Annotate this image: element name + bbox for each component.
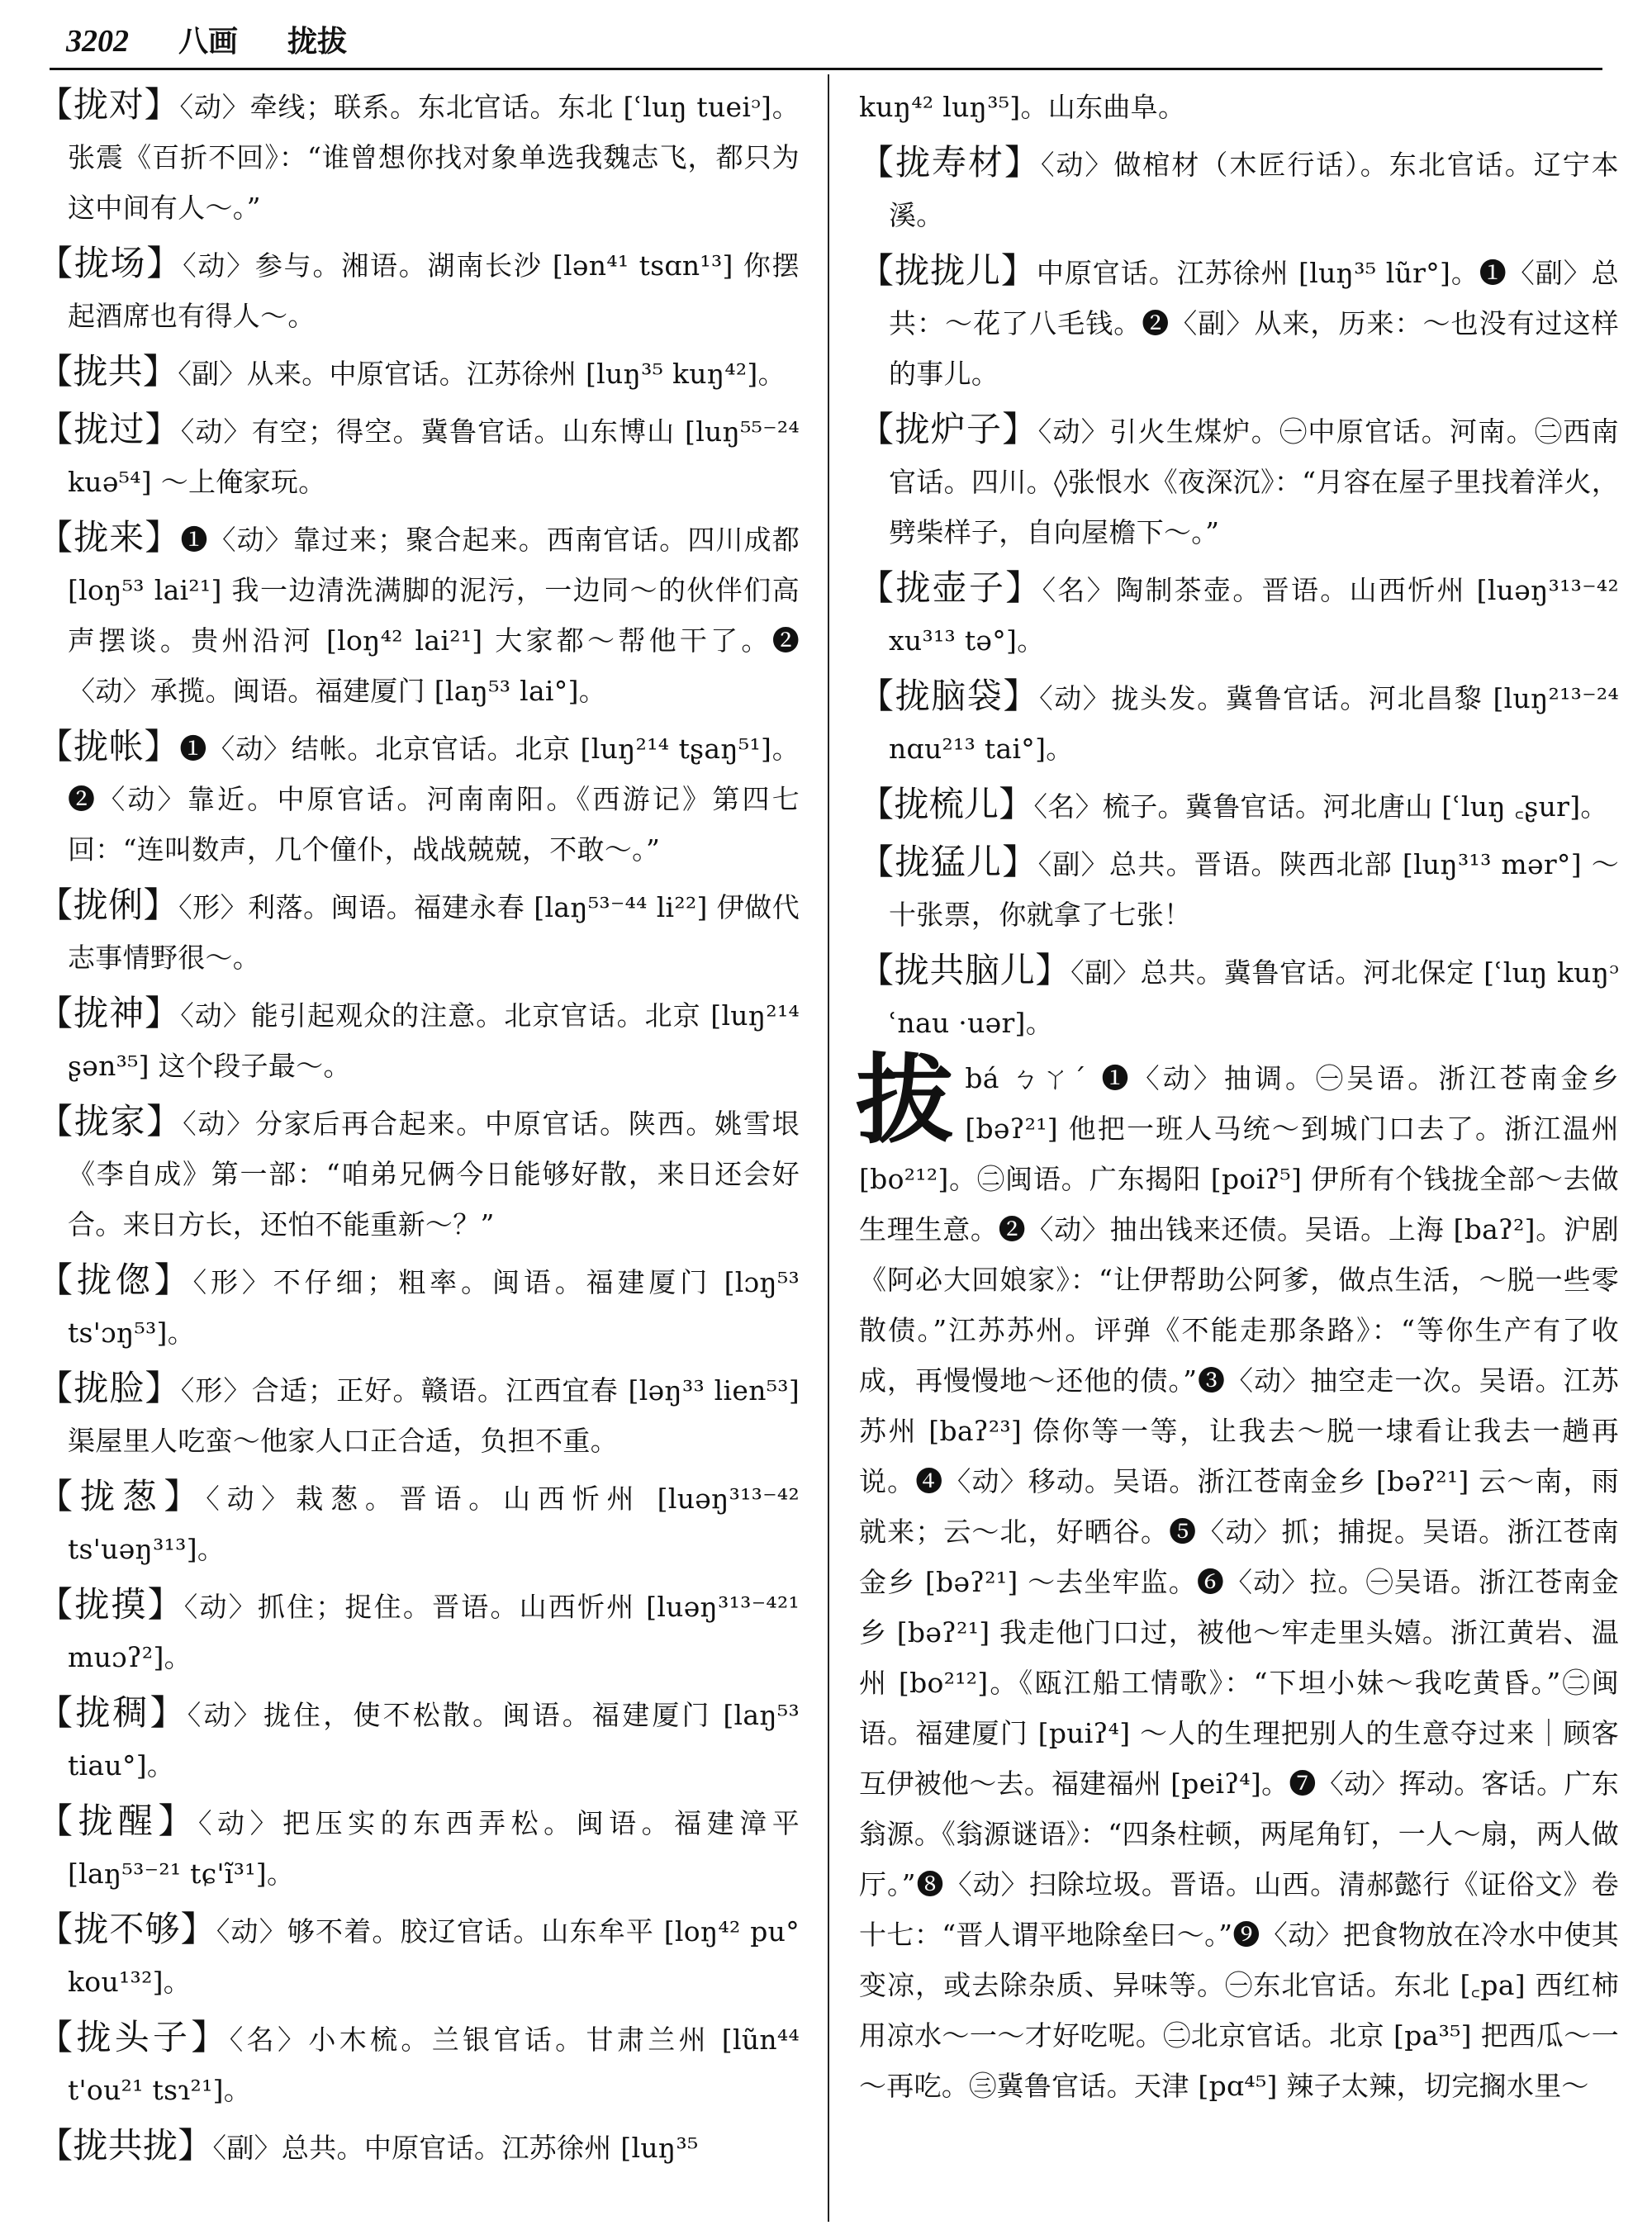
entry-headword: 【拢头子】 bbox=[38, 2017, 230, 2057]
entry-body: 〈名〉小木梳。兰银官话。甘肃兰州 [lũn⁴⁴ t'ou²¹ tsɿ²¹]。 bbox=[68, 2024, 800, 2106]
entry-body: 〈动〉做棺材（木匠行话）。东北官话。辽宁本溪。 bbox=[889, 149, 1619, 231]
header-characters: 拢拔 bbox=[287, 24, 348, 59]
entry-headword: 【拢拢儿】 bbox=[859, 250, 1037, 291]
entry-body: 〈动〉分家后再合起来。中原官话。陕西。姚雪垠《李自成》第一部：“咱弟兄俩今日能够好散，来日还会好合。来日方长，还怕不能重新～？” bbox=[68, 1108, 800, 1241]
entry-headword: 【拢猛儿】 bbox=[859, 842, 1038, 882]
dictionary-entry bbox=[859, 945, 1619, 1048]
entry-body: ❶〈动〉靠过来；聚合起来。西南官话。四川成都 [loŋ⁵³ lai²¹] 我一边清洗满脚的泥污，一边同～的伙伴们高声摆谈。贵州沿河 [loŋ⁴² lai²¹] 大家都～帮他干了。❷〈动〉承揽。闽语。福建厦门 [laŋ⁵³ lai°]。 bbox=[68, 524, 800, 707]
entry-headword: 【拢摸】 bbox=[38, 1584, 184, 1625]
dictionary-entry bbox=[859, 562, 1619, 666]
dictionary-entry bbox=[38, 1363, 800, 1466]
entry-body: 〈动〉能引起观众的注意。北京官话。北京 [luŋ²¹⁴ ʂən³⁵] 这个段子最～。 bbox=[68, 999, 800, 1082]
dictionary-entry bbox=[859, 671, 1619, 774]
entry-body: 〈副〉总共。冀鲁官话。河北保定 [ʿluŋ kuŋᵓ ʿnau ·uər]。 bbox=[889, 956, 1619, 1039]
entry-headword: 【拢葱】 bbox=[38, 1476, 206, 1516]
entry-headword: 【拢共】 bbox=[38, 351, 178, 391]
entry-body: 〈动〉参与。湘语。湖南长沙 [lən⁴¹ tsɑn¹³] 你摆起酒席也有得人～。 bbox=[68, 249, 800, 332]
dictionary-entry bbox=[38, 512, 800, 716]
entry-headword: 【拢对】 bbox=[38, 84, 180, 125]
dictionary-entry bbox=[38, 1255, 800, 1358]
main-character: 拔 bbox=[856, 1042, 954, 1157]
entry-body: 〈动〉有空；得空。冀鲁官话。山东博山 [luŋ⁵⁵⁻²⁴ kuə⁵⁴] ～上俺家玩。 bbox=[68, 415, 800, 498]
left-column bbox=[38, 79, 800, 2178]
entry-body: 〈形〉合适；正好。赣语。江西宜春 [ləŋ³³ lien⁵³] 渠屋里人吃蛮～他家人口正合适，负担不重。 bbox=[68, 1374, 800, 1457]
entry-headword: 【拢家】 bbox=[38, 1101, 183, 1141]
dictionary-entry bbox=[38, 346, 800, 399]
entry-body: 中原官话。江苏徐州 [luŋ³⁵ lũr°]。❶〈副〉总共：～花了八毛钱。❷〈副〉从来，历来：～也没有过这样的事儿。 bbox=[889, 257, 1619, 390]
section-label: 八画 bbox=[178, 24, 239, 59]
entry-headword: 【拢醒】 bbox=[38, 1801, 199, 1841]
entry-body: 〈形〉不仔细；粗率。闽语。福建厦门 [lɔŋ⁵³ ts'ɔŋ⁵³]。 bbox=[68, 1266, 800, 1349]
dictionary-entry bbox=[38, 2120, 800, 2173]
entry-headword: 【拢稠】 bbox=[38, 1692, 188, 1733]
dictionary-entry bbox=[38, 988, 800, 1091]
entry-headword: 【拢过】 bbox=[38, 409, 181, 449]
entry-headword: 【拢场】 bbox=[38, 243, 183, 283]
dictionary-entry bbox=[859, 137, 1619, 240]
entry-body: 〈形〉利落。闽语。福建永春 [laŋ⁵³⁻⁴⁴ li²²] 伊做代志事情野很～。 bbox=[68, 891, 800, 974]
dictionary-entry bbox=[38, 1096, 800, 1250]
entry-headword: 【拢炉子】 bbox=[859, 409, 1038, 449]
dictionary-entry-continued bbox=[859, 79, 1619, 132]
entry-headword: 【拢来】 bbox=[38, 517, 181, 558]
dictionary-entry bbox=[38, 404, 800, 507]
dictionary-entry bbox=[38, 880, 800, 983]
column-divider bbox=[828, 74, 829, 2222]
dictionary-entry bbox=[38, 1579, 800, 1682]
main-character-entry bbox=[856, 1042, 1619, 2111]
entry-headword: 【拢共拢】 bbox=[38, 2125, 213, 2166]
entry-body: 〈动〉拢头发。冀鲁官话。河北昌黎 [luŋ²¹³⁻²⁴ nɑu²¹³ tai°]。 bbox=[889, 682, 1619, 765]
dictionary-entry bbox=[38, 79, 800, 233]
right-column bbox=[856, 79, 1619, 2116]
dictionary-entry bbox=[859, 404, 1619, 558]
entry-body: 〈副〉从来。中原官话。江苏徐州 [luŋ³⁵ kuŋ⁴²]。 bbox=[178, 358, 786, 390]
dictionary-entry bbox=[38, 2012, 800, 2115]
dictionary-entry bbox=[38, 1471, 800, 1574]
entry-body: 〈副〉总共。中原官话。江苏徐州 [luŋ³⁵ bbox=[212, 2132, 699, 2164]
entry-headword: 【拢脑袋】 bbox=[859, 676, 1040, 716]
entry-headword: 【拢壶子】 bbox=[859, 567, 1042, 608]
entry-body: 〈动〉拢住，使不松散。闽语。福建厦门 [laŋ⁵³ tiau°]。 bbox=[68, 1699, 800, 1782]
dictionary-entry bbox=[38, 721, 800, 875]
entry-body: 〈动〉把压实的东西弄松。闽语。福建漳平 [laŋ⁵³⁻²¹ tɕ'ĩ³¹]。 bbox=[68, 1807, 800, 1890]
entry-headword: 【拢不够】 bbox=[38, 1909, 216, 1949]
dictionary-entry bbox=[38, 1687, 800, 1791]
entry-headword: 【拢寿材】 bbox=[859, 142, 1041, 183]
entry-headword: 【拢梳儿】 bbox=[859, 784, 1034, 824]
entry-headword: 【拢帐】 bbox=[38, 726, 180, 766]
dictionary-entry bbox=[38, 1904, 800, 2007]
entry-headword: 【拢俐】 bbox=[38, 885, 179, 925]
entry-body: 〈副〉总共。晋语。陕西北部 [luŋ³¹³ mər°] ～十张票，你就拿了七张！ bbox=[889, 848, 1619, 931]
entry-headword: 【拢共脑儿】 bbox=[859, 950, 1071, 990]
dictionary-entry bbox=[38, 238, 800, 341]
entry-body: 〈动〉够不着。胶辽官话。山东牟平 [loŋ⁴² pu° kou¹³²]。 bbox=[68, 1915, 800, 1998]
entry-body: 〈名〉梳子。冀鲁官话。河北唐山 [ʿluŋ ꜀ʂur]。 bbox=[1033, 790, 1608, 823]
dictionary-entry bbox=[859, 245, 1619, 399]
entry-body: 〈动〉抓住；捉住。晋语。山西忻州 [luəŋ³¹³⁻⁴²¹ muɔʔ²]。 bbox=[68, 1591, 800, 1673]
page-number: 3202 bbox=[66, 24, 129, 59]
entry-body: 〈动〉牵线；联系。东北官话。东北 [ʿluŋ tueiᵓ]。张震《百折不回》：“谁曾想你找对象单选我魏志飞，都只为这中间有人～。” bbox=[68, 91, 800, 224]
dictionary-entry bbox=[859, 837, 1619, 940]
header-rule bbox=[50, 68, 1602, 70]
entry-body: 〈名〉陶制茶壶。晋语。山西忻州 [luəŋ³¹³⁻⁴² xu³¹³ tə°]。 bbox=[889, 574, 1619, 657]
dictionary-entry bbox=[859, 779, 1619, 832]
entry-headword: 【拢神】 bbox=[38, 993, 181, 1033]
main-entry-body: bá ㄅㄚˊ ❶〈动〉抽调。㊀吴语。浙江苍南金乡 [bəʔ²¹] 他把一班人马统～到城门口去了。浙江温州 [bo²¹²]。㊁闽语。广东揭阳 [poiʔ⁵] 伊所有个钱拢全部～去做生理生意。❷〈动〉抽出钱来还债。吴语。上海 [baʔ²]。沪剧《阿必大回娘家》：“让伊帮助公阿爹，做点生活，～脱一些零散债。”江苏苏州。评弹《不能走那条路》：“等你生产有了收成，再慢慢地～还他的债。”❸〈动〉抽空走一次。吴语。江苏苏州 [baʔ²³] 倷你等一等，让我去～脱一埭看让我去一趟再说。❹〈动〉移动。吴语。浙江苍南金乡 [bəʔ²¹] 云～南，雨就来；云～北，好晒谷。❺〈动〉抓；捕捉。吴语。浙江苍南金乡 [bəʔ²¹] ～去坐牢监。❻〈动〉拉。㊀吴语。浙江苍南金乡 [bəʔ²¹] 我走他门口过，被他～牢走里头嬉。浙江黄岩、温州 [bo²¹²]。《瓯江船工情歌》：“下坦小妹～我吃黄昏。”㊁闽语。福建厦门 [puiʔ⁴] ～人的生理把别人的生意夺过来｜顾客互伊被他～去。福建福州 [peiʔ⁴]。❼〈动〉挥动。客话。广东翁源。《翁源谜语》：“四条柱顿，两尾角钉，一人～扇，两人做厅。”❽〈动〉扫除垃圾。晋语。山西。清郝懿行《证俗文》卷十七：“晋人谓平地除垒曰～。”❾〈动〉把食物放在冷水中使其变凉，或去除杂质、异味等。㊀东北官话。东北 [꜀pa] 西红柿用凉水～一～才好吃呢。㊁北京官话。北京 [pa³⁵] 把西瓜～一～再吃。㊂冀鲁官话。天津 [pɑ⁴⁵] 辣子太辣，切完搁水里～ bbox=[859, 1062, 1619, 2102]
entry-body: 〈动〉引火生煤炉。㊀中原官话。河南。㊁西南官话。四川。◊张恨水《夜深沉》：“月容在屋子里找着洋火，劈柴样子，自向屋檐下～。” bbox=[889, 415, 1619, 548]
entry-body: 〈动〉栽葱。晋语。山西忻州 [luəŋ³¹³⁻⁴² ts'uəŋ³¹³]。 bbox=[68, 1483, 800, 1565]
page-header bbox=[66, 18, 347, 60]
entry-body: ❶〈动〉结帐。北京官话。北京 [luŋ²¹⁴ tʂaŋ⁵¹]。❷〈动〉靠近。中原官话。河南南阳。《西游记》第四七回：“连叫数声，几个僮仆，战战兢兢，不敢～。” bbox=[68, 733, 800, 866]
entry-headword: 【拢脸】 bbox=[38, 1368, 181, 1408]
entry-headword: 【拢偬】 bbox=[38, 1260, 193, 1300]
dictionary-entry bbox=[38, 1796, 800, 1899]
entry-body: kuŋ⁴² luŋ³⁵]。山东曲阜。 bbox=[859, 91, 1186, 123]
